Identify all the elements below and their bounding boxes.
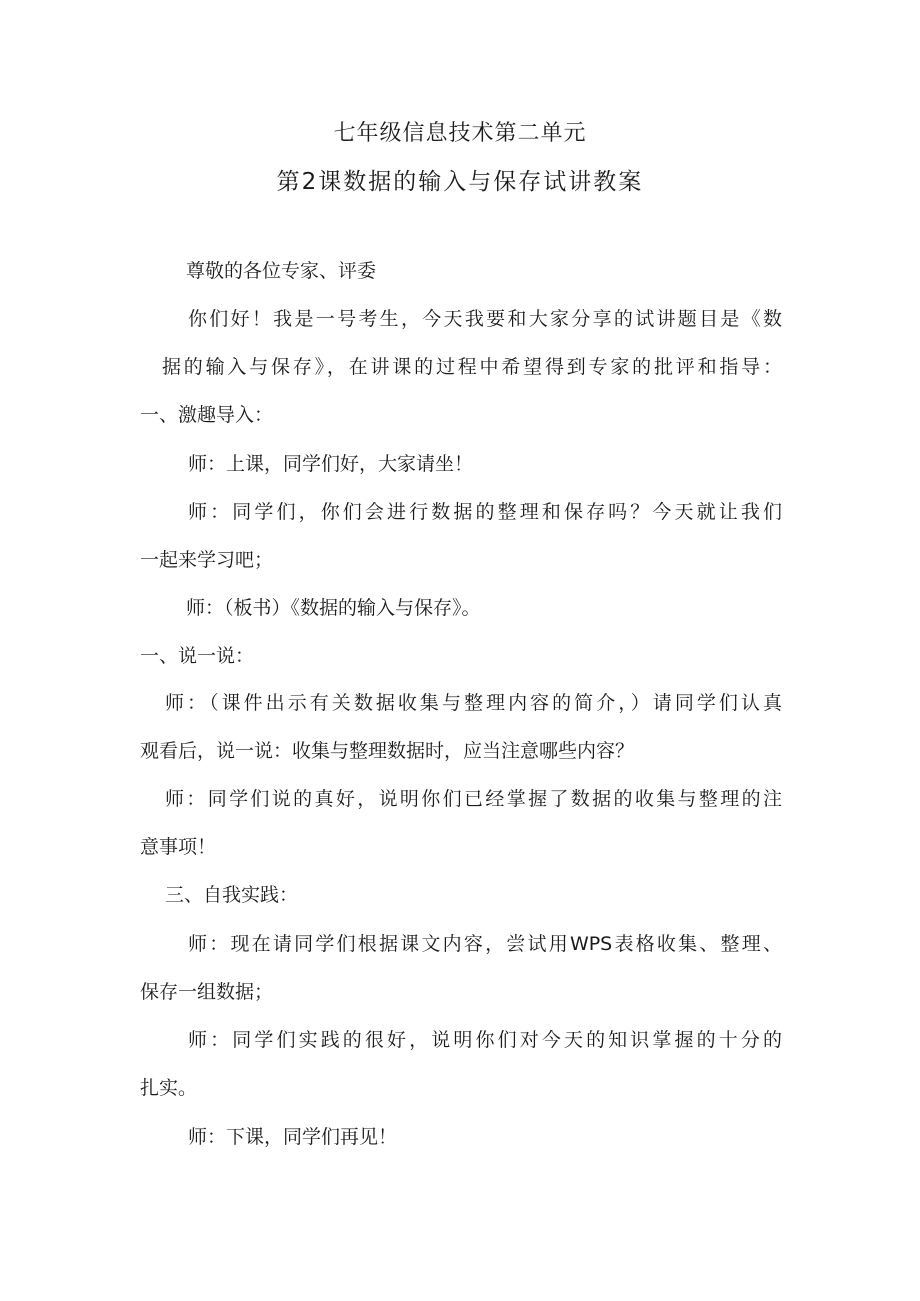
greeting-line: 尊敬的各位专家、评委 xyxy=(186,260,377,282)
intro-line-1: 你们好！我是一号考生，今天我要和大家分享的试讲题目是《数 xyxy=(188,308,782,330)
paragraph-line: 师：上课，同学们好，大家请坐！ xyxy=(188,453,474,475)
paragraph-line: 扎实。 xyxy=(140,1077,198,1099)
paragraph-line: 师：（课件出示有关数据收集与整理内容的简介，）请同学们认真 xyxy=(165,692,782,714)
paragraph-line: 师：同学们实践的很好，说明你们对今天的知识掌握的十分的 xyxy=(188,1029,782,1051)
section-heading-1: 一、激趣导入： xyxy=(140,404,274,426)
section-heading-2: 一、说一说： xyxy=(140,645,255,667)
section-heading-3: 三、自我实践： xyxy=(165,884,299,906)
paragraph-line: 保存一组数据； xyxy=(140,981,274,1003)
paragraph-line: 师：同学们说的真好，说明你们已经掌握了数据的收集与整理的注 xyxy=(165,788,782,810)
paragraph-line: 一起来学习吧； xyxy=(140,549,274,571)
document-title: 七年级信息技术第二单元 xyxy=(333,121,587,146)
paragraph-line: 意事项！ xyxy=(140,836,217,858)
paragraph-line: 观看后，说一说：收集与整理数据时，应当注意哪些内容？ xyxy=(140,740,635,762)
paragraph-line: 师：（板书）《数据的输入与保存》。 xyxy=(186,597,481,619)
document-subtitle: 第2课数据的输入与保存试讲教案 xyxy=(276,169,644,195)
intro-line-2: 据的输入与保存》，在讲课的过程中希望得到专家的批评和指导： xyxy=(162,356,782,378)
paragraph-line: 师：下课，同学们再见！ xyxy=(188,1126,398,1148)
paragraph-line: 师：同学们，你们会进行数据的整理和保存吗？今天就让我们 xyxy=(188,501,782,523)
paragraph-line: 师：现在请同学们根据课文内容，尝试用WPS表格收集、整理、 xyxy=(188,933,782,955)
